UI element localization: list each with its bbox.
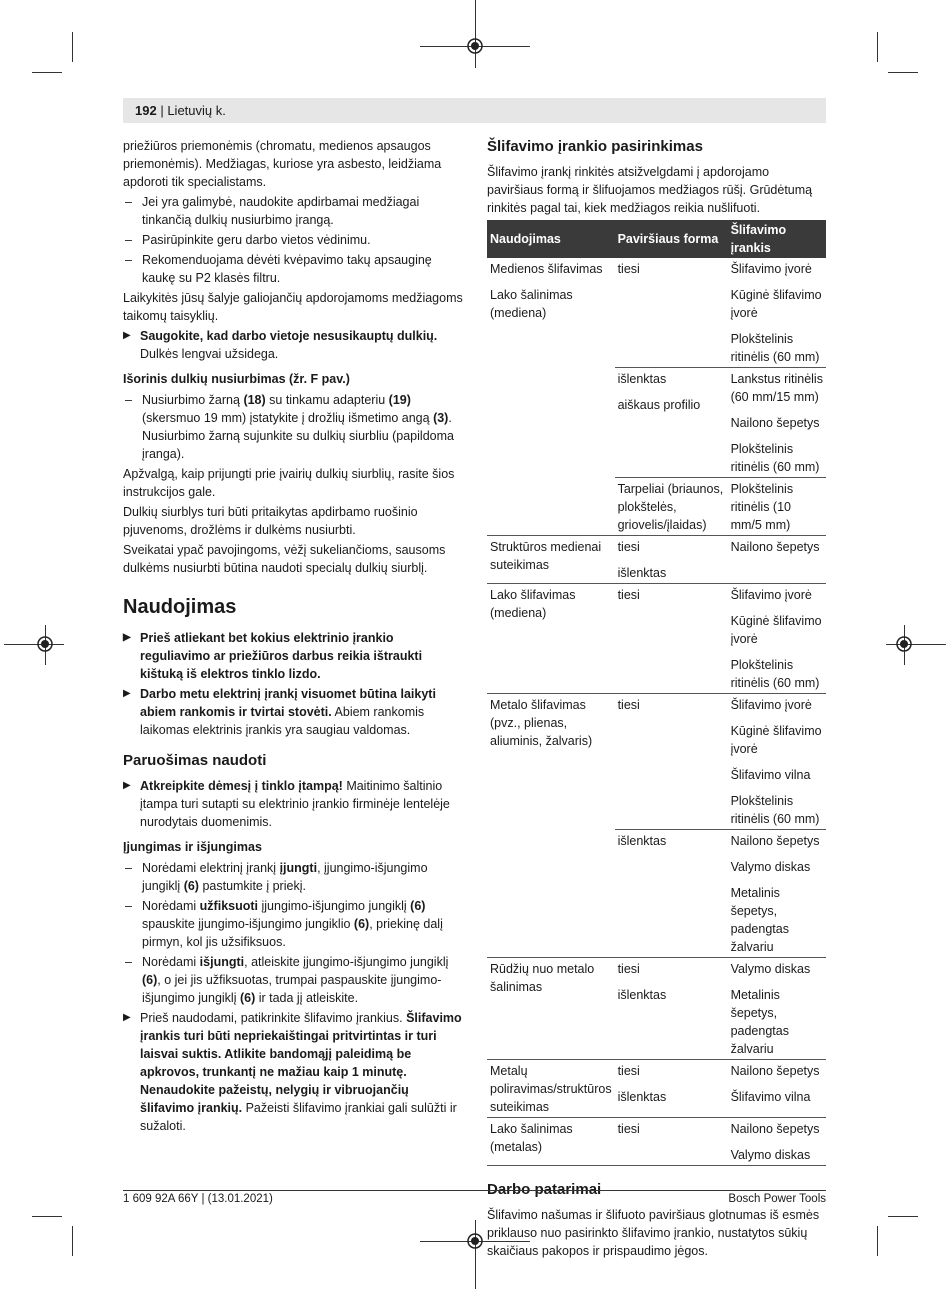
tool-text: Plokštelinis ritinėlis (60 mm) [730, 794, 820, 826]
tool-text: Plokštelinis ritinėlis (60 mm) [730, 332, 820, 364]
table-row [487, 536, 826, 584]
table-cell-form [615, 368, 728, 478]
page-header [123, 98, 826, 123]
table-cell-form [615, 258, 728, 368]
table-cell-use [487, 584, 615, 694]
crop-mark [72, 1226, 73, 1256]
tool-text: Metalinis šepetys, padengtas žalvariu [730, 988, 789, 1056]
use-text: Struktūros medienai suteikimas [490, 540, 602, 572]
table-cell-form [615, 1118, 728, 1166]
section-heading: Paruošimas naudoti [123, 752, 267, 769]
table-cell-use [487, 1060, 615, 1118]
use-text: Lako šlifavimas (mediena) [490, 588, 576, 620]
list-item: – Norėdami išjungti, atleiskite įjungimo-išjungimo jungiklį (6), o jei jis užfiksuotas, trumpai paspauskite įjungimo-išjungimo jungiklį (6) ir tada jį atleiskite. [123, 953, 463, 1007]
form-text: išlenktas [617, 988, 667, 1002]
paragraph: priežiūros priemonėmis (chromatu, medienos apsaugos priemonėmis). Medžiagas, kuriose yra asbesto, leidžiama apdoroti tik specialistams. [123, 139, 442, 189]
form-text: tiesi [617, 1122, 640, 1136]
paragraph: Laikykitės jūsų šalyje galiojančių apdorojamoms medžiagoms taikomų taisyklių. [123, 291, 463, 323]
paragraph: Sveikatai ypač pavojingoms, vėžį sukeliančioms, sausoms dulkėms nusiurbti būtina naudoti specialų dulkių siurblį. [123, 543, 446, 575]
warning-item: ▶ Prieš naudodami, patikrinkite šlifavimo įrankius. Šlifavimo įrankis turi būti nepriekaištingai pritvirtintas ir turi laisvai suktis. Atlikite bandomąjį paleidimą be apkrovos, trunkantį ne mažiau kaip 1 minutę. Nenaudokite pažeistų, nelygių ir vibruojančių šlifavimo įrankių. Pažeisti šlifavimo įrankiai gali sulūžti ir sužaloti. [123, 1009, 463, 1135]
table-cell-form [615, 958, 728, 1060]
table-header: Šlifavimo įrankis [728, 220, 826, 258]
page-footer [123, 1190, 826, 1205]
paragraph: Šlifavimo našumas ir šlifuoto paviršiaus glotnumas iš esmės priklauso nuo pasirinkto šlifavimo įrankio, nustatytos sūkių skaičiaus pakopos ir prispaudimo jėgos. [487, 1208, 820, 1258]
crop-mark [475, 0, 476, 68]
document-code: 1 609 92A 66Y | (13.01.2021) [123, 1193, 273, 1205]
tool-text: Plokštelinis ritinėlis (60 mm) [730, 442, 820, 474]
tool-text: Šlifavimo įvorė [730, 698, 812, 712]
crop-mark [877, 32, 878, 62]
form-text: tiesi [617, 962, 640, 976]
page-number: 192 [135, 103, 157, 118]
registration-mark-icon [35, 634, 55, 654]
warning-item: ▶ Darbo metu elektrinį įrankį visuomet būtina laikyti abiem rankomis ir tvirtai stovėti. Abiem rankomis laikomas elektrinis įrankis yra saugiau valdomas. [123, 685, 463, 739]
tool-text: Nailono šepetys [730, 416, 820, 430]
paragraph: Šlifavimo įrankį rinkitės atsižvelgdami į apdorojamo paviršiaus formą ir šlifuojamos medžiagos rūšį. Grūdėtumą rinkitės pagal tai, kiek medžiagos reikia nušlifuoti. [487, 165, 813, 215]
sanding-tool-table [487, 220, 826, 1166]
form-text: išlenktas [617, 372, 667, 386]
form-text: tiesi [617, 1064, 640, 1078]
table-cell-tool [728, 584, 826, 694]
table-cell-form [615, 1060, 728, 1118]
header-divider: | [160, 103, 168, 118]
left-column [123, 137, 463, 1137]
section-subheading: Įjungimas ir išjungimas [123, 840, 262, 854]
crop-mark [877, 1226, 878, 1256]
crop-mark [32, 72, 62, 73]
use-text: Medienos šlifavimas [490, 262, 603, 276]
use-text: Lako šalinimas (metalas) [490, 1122, 573, 1154]
tool-text: Nailono šepetys [730, 834, 820, 848]
list-item: – Pasirūpinkite geru darbo vietos vėdinimu. [123, 231, 463, 249]
tool-text: Plokštelinis ritinėlis (10 mm/5 mm) [730, 482, 794, 532]
crop-mark [32, 1216, 62, 1217]
table-header: Naudojimas [487, 220, 615, 258]
table-cell-form [615, 584, 728, 694]
tool-text: Šlifavimo įvorė [730, 262, 812, 276]
table-row [487, 1060, 826, 1118]
use-text: Rūdžių nuo metalo šalinimas [490, 962, 595, 994]
crop-mark [888, 1216, 918, 1217]
tool-text: Šlifavimo vilna [730, 768, 811, 782]
form-text: tiesi [617, 698, 640, 712]
tool-text: Kūginė šlifavimo įvorė [730, 288, 822, 320]
table-cell-tool [728, 958, 826, 1060]
list-item: – Norėdami elektrinį įrankį įjungti, įjungimo-išjungimo jungiklį (6) pastumkite į priekį. [123, 859, 463, 895]
crop-mark [4, 644, 64, 645]
warning-item: ▶ Prieš atliekant bet kokius elektrinio įrankio reguliavimo ar priežiūros darbus reikia ištraukti kištuką iš elektros tinklo lizdo. [123, 629, 463, 683]
crop-mark [888, 72, 918, 73]
section-subheading: Išorinis dulkių nusiurbimas (žr. F pav.) [123, 372, 350, 386]
list-item: – Jei yra galimybė, naudokite apdirbamai medžiagai tinkančią dulkių nusiurbimo įrangą. [123, 193, 463, 229]
tool-text: Valymo diskas [730, 1148, 811, 1162]
form-text: aiškaus profilio [617, 398, 701, 412]
table-cell-use [487, 536, 615, 584]
tool-text: Nailono šepetys [730, 1064, 820, 1078]
table-cell-tool [728, 1060, 826, 1118]
use-text: Lako šalinimas (mediena) [490, 288, 573, 320]
warning-item: ▶ Saugokite, kad darbo vietoje nesusikauptų dulkių. Dulkės lengvai užsidega. [123, 327, 463, 363]
table-row [487, 694, 826, 830]
tool-text: Plokštelinis ritinėlis (60 mm) [730, 658, 820, 690]
table-row [487, 258, 826, 368]
form-text: išlenktas [617, 566, 667, 580]
table-cell-tool [728, 258, 826, 368]
table-cell-form [615, 478, 728, 536]
table-cell-use [487, 1118, 615, 1166]
section-heading: Naudojimas [123, 596, 237, 618]
warning-item: ▶ Atkreipkite dėmesį į tinklo įtampą! Maitinimo šaltinio įtampa turi sutapti su elektrinio įrankio firminėje lentelėje nurodytais duomenimis. [123, 777, 463, 831]
table-row [487, 1118, 826, 1166]
section-heading: Darbo patarimai [487, 1181, 602, 1198]
form-text: tiesi [617, 262, 640, 276]
brand-name: Bosch Power Tools [728, 1193, 826, 1205]
registration-mark-icon [894, 634, 914, 654]
table-cell-tool [728, 694, 826, 830]
tool-text: Kūginė šlifavimo įvorė [730, 614, 822, 646]
table-cell-tool [728, 1118, 826, 1166]
form-text: išlenktas [617, 834, 667, 848]
form-text: Tarpeliai (briaunos, plokštelės, griovelis/įlaidas) [617, 482, 724, 532]
header-language: Lietuvių k. [167, 103, 226, 118]
use-text: Metalų poliravimas/struktūros suteikimas [490, 1064, 612, 1114]
list-item: – Norėdami užfiksuoti įjungimo-išjungimo jungiklį (6) spauskite įjungimo-išjungimo jungiklio (6), priekinę dalį pirmyn, kol jis užsifiksuos. [123, 897, 463, 951]
table-cell-tool [728, 830, 826, 958]
tool-text: Šlifavimo vilna [730, 1090, 811, 1104]
form-text: tiesi [617, 588, 640, 602]
table-cell-form [615, 536, 728, 584]
paragraph: Apžvalgą, kaip prijungti prie įvairių dulkių siurblių, rasite šios instrukcijos gale. [123, 467, 455, 499]
table-cell-use [487, 694, 615, 958]
tool-text: Kūginė šlifavimo įvorė [730, 724, 822, 756]
table-cell-use [487, 958, 615, 1060]
tool-text: Lankstus ritinėlis (60 mm/15 mm) [730, 372, 823, 404]
crop-mark [72, 32, 73, 62]
tool-text: Šlifavimo įvorė [730, 588, 812, 602]
list-item: – Nusiurbimo žarną (18) su tinkamu adapteriu (19) (skersmuo 19 mm) įstatykite į drožlių išmetimo angą (3). Nusiurbimo žarną sujunkite su dulkių siurbliu (papildoma įranga). [123, 391, 463, 463]
table-body [487, 258, 826, 1166]
table-cell-tool [728, 536, 826, 584]
table-cell-form [615, 694, 728, 830]
tool-text: Valymo diskas [730, 962, 811, 976]
tool-text: Valymo diskas [730, 860, 811, 874]
section-heading: Šlifavimo įrankio pasirinkimas [487, 138, 703, 155]
table-header: Paviršiaus forma [615, 220, 728, 258]
list-item: – Rekomenduojama dėvėti kvėpavimo takų apsauginę kaukę su P2 klasės filtru. [123, 251, 463, 287]
tool-text: Metalinis šepetys, padengtas žalvariu [730, 886, 789, 954]
paragraph: Dulkių siurblys turi būti pritaikytas apdirbamo ruošinio pjuvenoms, drožlėms ir dulkėms nusiurbti. [123, 505, 418, 537]
right-column [487, 137, 827, 1262]
use-text: Metalo šlifavimas (pvz., plienas, aliuminis, žalvaris) [490, 698, 593, 748]
table-row [487, 958, 826, 1060]
form-text: tiesi [617, 540, 640, 554]
table-cell-tool [728, 478, 826, 536]
tool-text: Nailono šepetys [730, 540, 820, 554]
registration-mark-icon [465, 36, 485, 56]
tool-text: Nailono šepetys [730, 1122, 820, 1136]
table-row [487, 584, 826, 694]
table-cell-use [487, 258, 615, 536]
table-cell-tool [728, 368, 826, 478]
registration-mark-icon [465, 1231, 485, 1251]
form-text: išlenktas [617, 1090, 667, 1104]
table-cell-form [615, 830, 728, 958]
